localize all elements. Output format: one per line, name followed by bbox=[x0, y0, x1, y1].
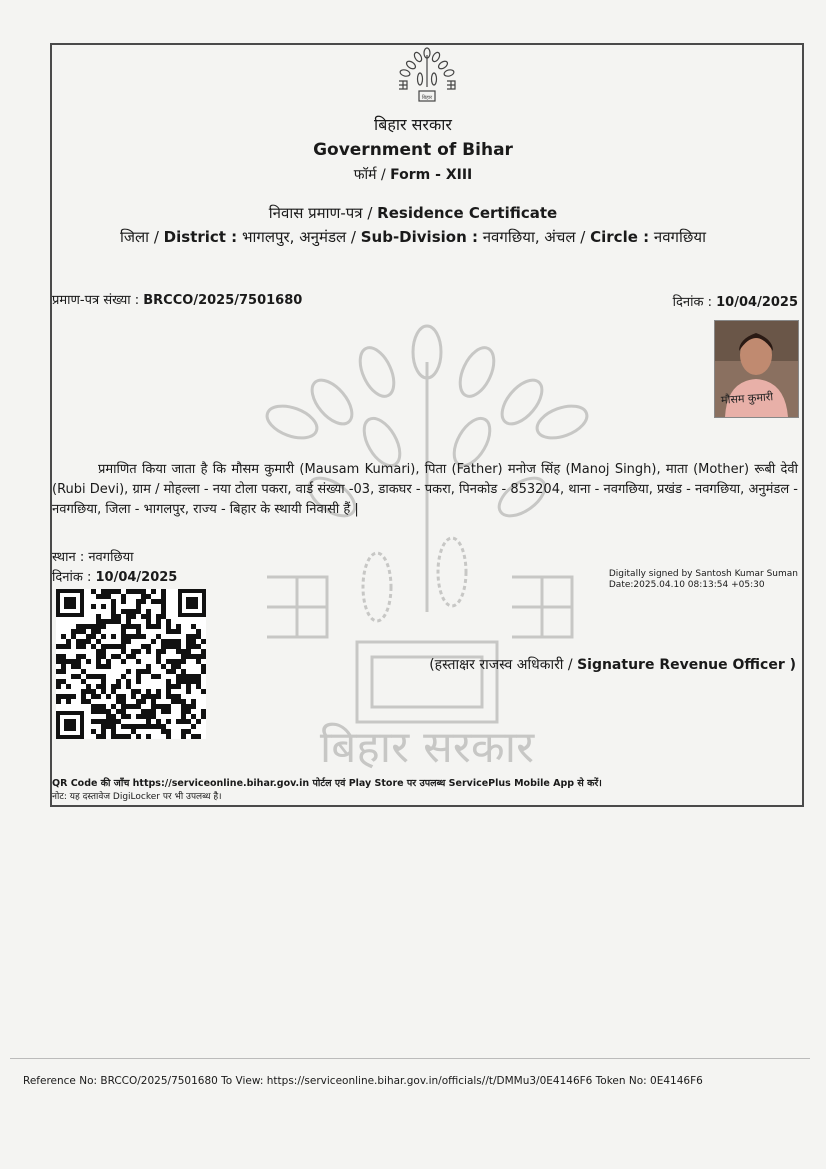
district-value: भागलपुर, अनुमंडल / bbox=[237, 228, 361, 246]
certificate-title bbox=[0, 203, 826, 223]
qr-code bbox=[56, 589, 206, 739]
issue-date bbox=[673, 292, 798, 310]
issue-date-value: 10/04/2025 bbox=[716, 295, 798, 310]
digital-signature bbox=[609, 569, 798, 591]
district-hindi-label: जिला / bbox=[120, 228, 164, 246]
bihar-emblem-watermark bbox=[262, 322, 592, 772]
place-date-label: दिनांक : bbox=[52, 570, 96, 585]
certificate-number-value: BRCCO/2025/7501680 bbox=[143, 293, 303, 308]
circle-value: नवगछिया bbox=[649, 228, 706, 246]
place-label: स्थान : bbox=[52, 550, 89, 565]
certificate-number bbox=[52, 290, 302, 308]
qr-verification-note: QR Code की जाँच https://serviceonline.bihar.gov.in पोर्टल एवं Play Store पर उपलब्ध ServicePlus Mobile App से करें। bbox=[52, 778, 602, 789]
subdivision-label: Sub-Division : bbox=[360, 228, 478, 246]
digilocker-note: नोट: यह दस्तावेज DigiLocker पर भी उपलब्ध है। bbox=[52, 792, 222, 802]
signature-english: Signature Revenue Officer ) bbox=[577, 657, 796, 673]
cert-title-english: Residence Certificate bbox=[377, 204, 558, 222]
certificate-number-label: प्रमाण-पत्र संख्या : bbox=[52, 293, 144, 308]
photo-caption: मौसम कुमारी bbox=[720, 390, 774, 407]
place bbox=[52, 547, 134, 565]
form-prefix: फॉर्म / bbox=[353, 167, 391, 183]
place-value: नवगछिया bbox=[88, 550, 134, 565]
reference-divider bbox=[10, 1058, 810, 1059]
form-number bbox=[0, 165, 826, 184]
signature-officer bbox=[429, 655, 796, 674]
state-name-english: Government of Bihar bbox=[313, 140, 513, 160]
watermark-text: बिहार सरकार bbox=[319, 722, 535, 772]
district-line bbox=[0, 227, 826, 247]
certificate-body: प्रमाणित किया जाता है कि मौसम कुमारी (Mausam Kumari), पिता (Father) मनोज सिंह (Manoj Singh), माता (Mother) रूबी देवी (Rubi Devi), ग्राम / मोहल्ला - नया टोला पकरा, वार्ड संख्या -03, डाकघर - पकरा, पिनकोड - 853204, थाना - नवगछिया, प्रखंड - नवगछिया, अनुमंडल - नवगछिया, जिला - भागलपुर, राज्य - बिहार के स्थायी निवासी हैं | bbox=[52, 462, 798, 517]
signature-hindi: (हस्ताक्षर राजस्व अधिकारी / bbox=[429, 657, 578, 673]
issue-date-label: दिनांक : bbox=[672, 295, 717, 310]
place-date bbox=[52, 567, 177, 585]
logo-text: बिहार bbox=[421, 95, 433, 101]
subdivision-value: नवगछिया, अंचल / bbox=[477, 228, 591, 246]
digitally-signed-by: Digitally signed by Santosh Kumar Suman bbox=[608, 569, 798, 579]
state-name-hindi: बिहार सरकार bbox=[374, 115, 452, 134]
signature-date: Date:2025.04.10 08:13:54 +05:30 bbox=[608, 580, 765, 590]
district-label: District : bbox=[163, 228, 238, 246]
reference-line: Reference No: BRCCO/2025/7501680 To View: https://serviceonline.bihar.gov.in/officials//t/DMMu3/0E4146F6 Token No: 0E4146F6 bbox=[23, 1075, 703, 1087]
cert-title-hindi: निवास प्रमाण-पत्र / bbox=[268, 204, 378, 222]
place-date-value: 10/04/2025 bbox=[95, 570, 178, 585]
circle-label: Circle : bbox=[590, 228, 650, 246]
applicant-photo bbox=[714, 320, 799, 418]
form-label: Form - XIII bbox=[390, 167, 473, 183]
bihar-emblem-logo bbox=[391, 47, 463, 109]
